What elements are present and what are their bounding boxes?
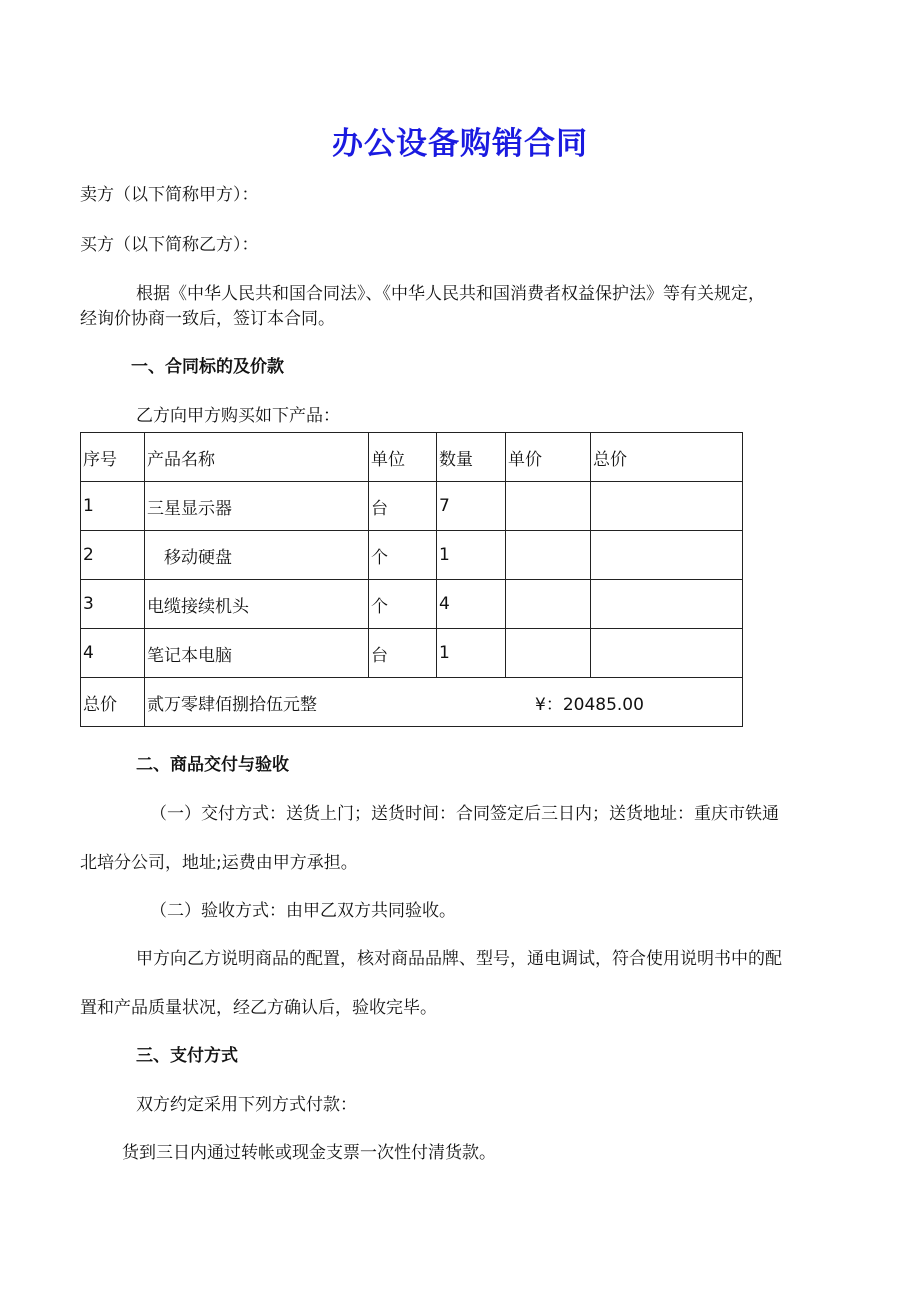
buyer-line: 买方（以下简称乙方）： [80, 235, 259, 255]
payment-method: 货到三日内通过转帐或现金支票一次性付清货款。 [122, 1143, 496, 1163]
total-in-words: 贰万零肆佰捌拾伍元整 [147, 694, 317, 715]
delivery-line-1: （一）交付方式：送货上门；送货时间：合同签定后三日内；送货地址：重庆市铁通 [150, 804, 779, 824]
table-cell: 7 [437, 482, 506, 531]
table-cell: 台 [369, 629, 437, 678]
table-cell: 台 [369, 482, 437, 531]
contract-title: 办公设备购销合同 [332, 126, 588, 162]
table-cell [591, 629, 743, 678]
table-cell: 3 [81, 580, 145, 629]
table-cell [506, 531, 591, 580]
table-cell [506, 580, 591, 629]
preamble-line-2: 经询价协商一致后，签订本合同。 [80, 309, 335, 329]
header-cell: 单位 [369, 433, 437, 482]
table-cell [591, 482, 743, 531]
config-line-2: 置和产品质量状况，经乙方确认后，验收完毕。 [80, 998, 437, 1018]
table-cell: 三星显示器 [145, 482, 369, 531]
header-cell: 数量 [437, 433, 506, 482]
header-cell: 产品名称 [145, 433, 369, 482]
total-figure: ¥：20485.00 [535, 694, 644, 715]
seller-line: 卖方（以下简称甲方）： [80, 185, 259, 205]
delivery-line-2: 北培分公司，地址;运费由甲方承担。 [80, 853, 358, 873]
config-line-1: 甲方向乙方说明商品的配置，核对商品品牌、型号，通电调试，符合使用说明书中的配 [136, 949, 782, 969]
table-cell: 个 [369, 531, 437, 580]
section3-intro: 双方约定采用下列方式付款： [136, 1095, 357, 1115]
acceptance-method: （二）验收方式：由甲乙双方共同验收。 [150, 901, 456, 921]
table-row [81, 482, 743, 531]
table-cell: 移动硬盘 [145, 531, 369, 580]
table-cell: 1 [437, 629, 506, 678]
table-cell: 1 [437, 531, 506, 580]
table-cell: 个 [369, 580, 437, 629]
header-cell: 序号 [81, 433, 145, 482]
table-cell: 电缆接续机头 [145, 580, 369, 629]
section2-heading: 二、商品交付与验收 [136, 755, 289, 775]
table-cell [506, 482, 591, 531]
table-row [81, 531, 743, 580]
header-cell: 单价 [506, 433, 591, 482]
section1-intro: 乙方向甲方购买如下产品： [136, 406, 340, 426]
table-cell: 笔记本电脑 [145, 629, 369, 678]
total-value-cell [145, 678, 743, 727]
section3-heading: 三、支付方式 [136, 1046, 238, 1066]
table-cell: 4 [437, 580, 506, 629]
section1-heading: 一、合同标的及价款 [131, 357, 284, 377]
table-row [81, 629, 743, 678]
table-row [81, 580, 743, 629]
preamble-line-1: 根据《中华人民共和国合同法》、《中华人民共和国消费者权益保护法》等有关规定， [136, 284, 765, 304]
table-header-row [81, 433, 743, 482]
header-cell: 总价 [591, 433, 743, 482]
product-table [80, 432, 743, 727]
total-label-cell: 总价 [81, 678, 145, 727]
table-cell [591, 531, 743, 580]
table-cell: 2 [81, 531, 145, 580]
table-cell [506, 629, 591, 678]
table-cell [591, 580, 743, 629]
table-cell: 1 [81, 482, 145, 531]
table-total-row [81, 678, 743, 727]
table-cell: 4 [81, 629, 145, 678]
